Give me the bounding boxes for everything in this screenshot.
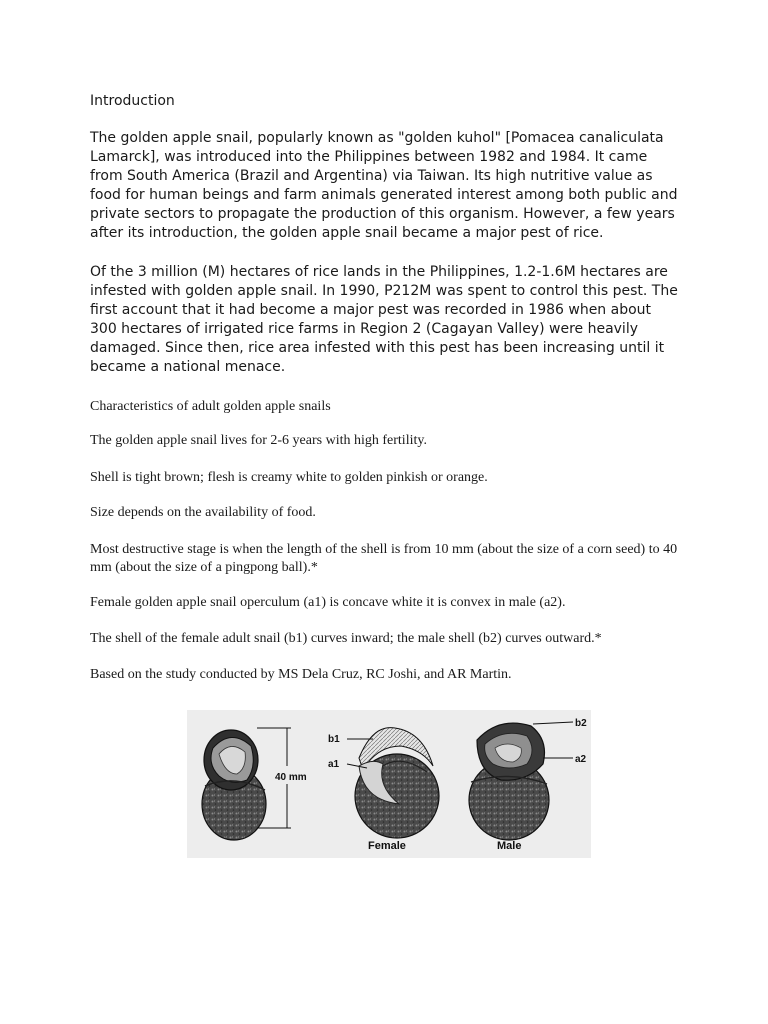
characteristic-item: Based on the study conducted by MS Dela Cruz, RC Joshi, and AR Martin.	[90, 667, 512, 682]
snail-shell-male	[469, 723, 549, 840]
intro-paragraph: The golden apple snail, popularly known as "golden kuhol" [Pomacea canaliculata Lamarck], was introduced into the Philippines between 1982 and 1984. It came from South America (Brazil and Argentina) via Taiwan. Its high nutritive value as food for human beings and farm animals generated interest among both public and private sectors to propagate the production of this organism. However, a few years after its introduction, the golden apple snail became a major pest of rice.	[90, 130, 678, 241]
snail-shell-left	[202, 730, 266, 840]
section-heading-characteristics: Characteristics of adult golden apple snails	[90, 399, 331, 414]
label-b2: b2	[575, 718, 587, 729]
label-b1: b1	[328, 734, 340, 745]
label-a1: a1	[328, 759, 340, 770]
characteristic-item: Shell is tight brown; flesh is creamy white to golden pinkish or orange.	[90, 470, 488, 485]
caption-female: Female	[368, 840, 406, 852]
intro-paragraph: Of the 3 million (M) hectares of rice lands in the Philippines, 1.2-1.6M hectares are infested with golden apple snail. In 1990, P212M was spent to control this pest. The first account that it had become a major pest was recorded in 1986 when about 300 hectares of irrigated rice farms in Region 2 (Cagayan Valley) were heavily damaged. Since then, rice area infested with this pest has been increasing until it became a national menace.	[90, 264, 678, 375]
measure-label: 40 mm	[275, 772, 307, 783]
characteristic-item: Most destructive stage is when the length of the shell is from 10 mm (about the size of a corn seed) to 40 mm (about the size of a pingpong ball).*	[90, 542, 678, 575]
characteristic-item: Female golden apple snail operculum (a1) is concave white it is convex in male (a2).	[90, 595, 566, 610]
snail-shell-female	[355, 728, 439, 838]
characteristic-item: Size depends on the availability of food.	[90, 505, 316, 520]
section-heading-introduction: Introduction	[90, 93, 175, 109]
caption-male: Male	[497, 840, 522, 852]
label-a2: a2	[575, 754, 587, 765]
characteristic-item: The shell of the female adult snail (b1) curves inward; the male shell (b2) curves outward.*	[90, 631, 602, 646]
characteristic-item: The golden apple snail lives for 2-6 years with high fertility.	[90, 433, 427, 448]
snail-illustration-figure	[187, 710, 591, 858]
